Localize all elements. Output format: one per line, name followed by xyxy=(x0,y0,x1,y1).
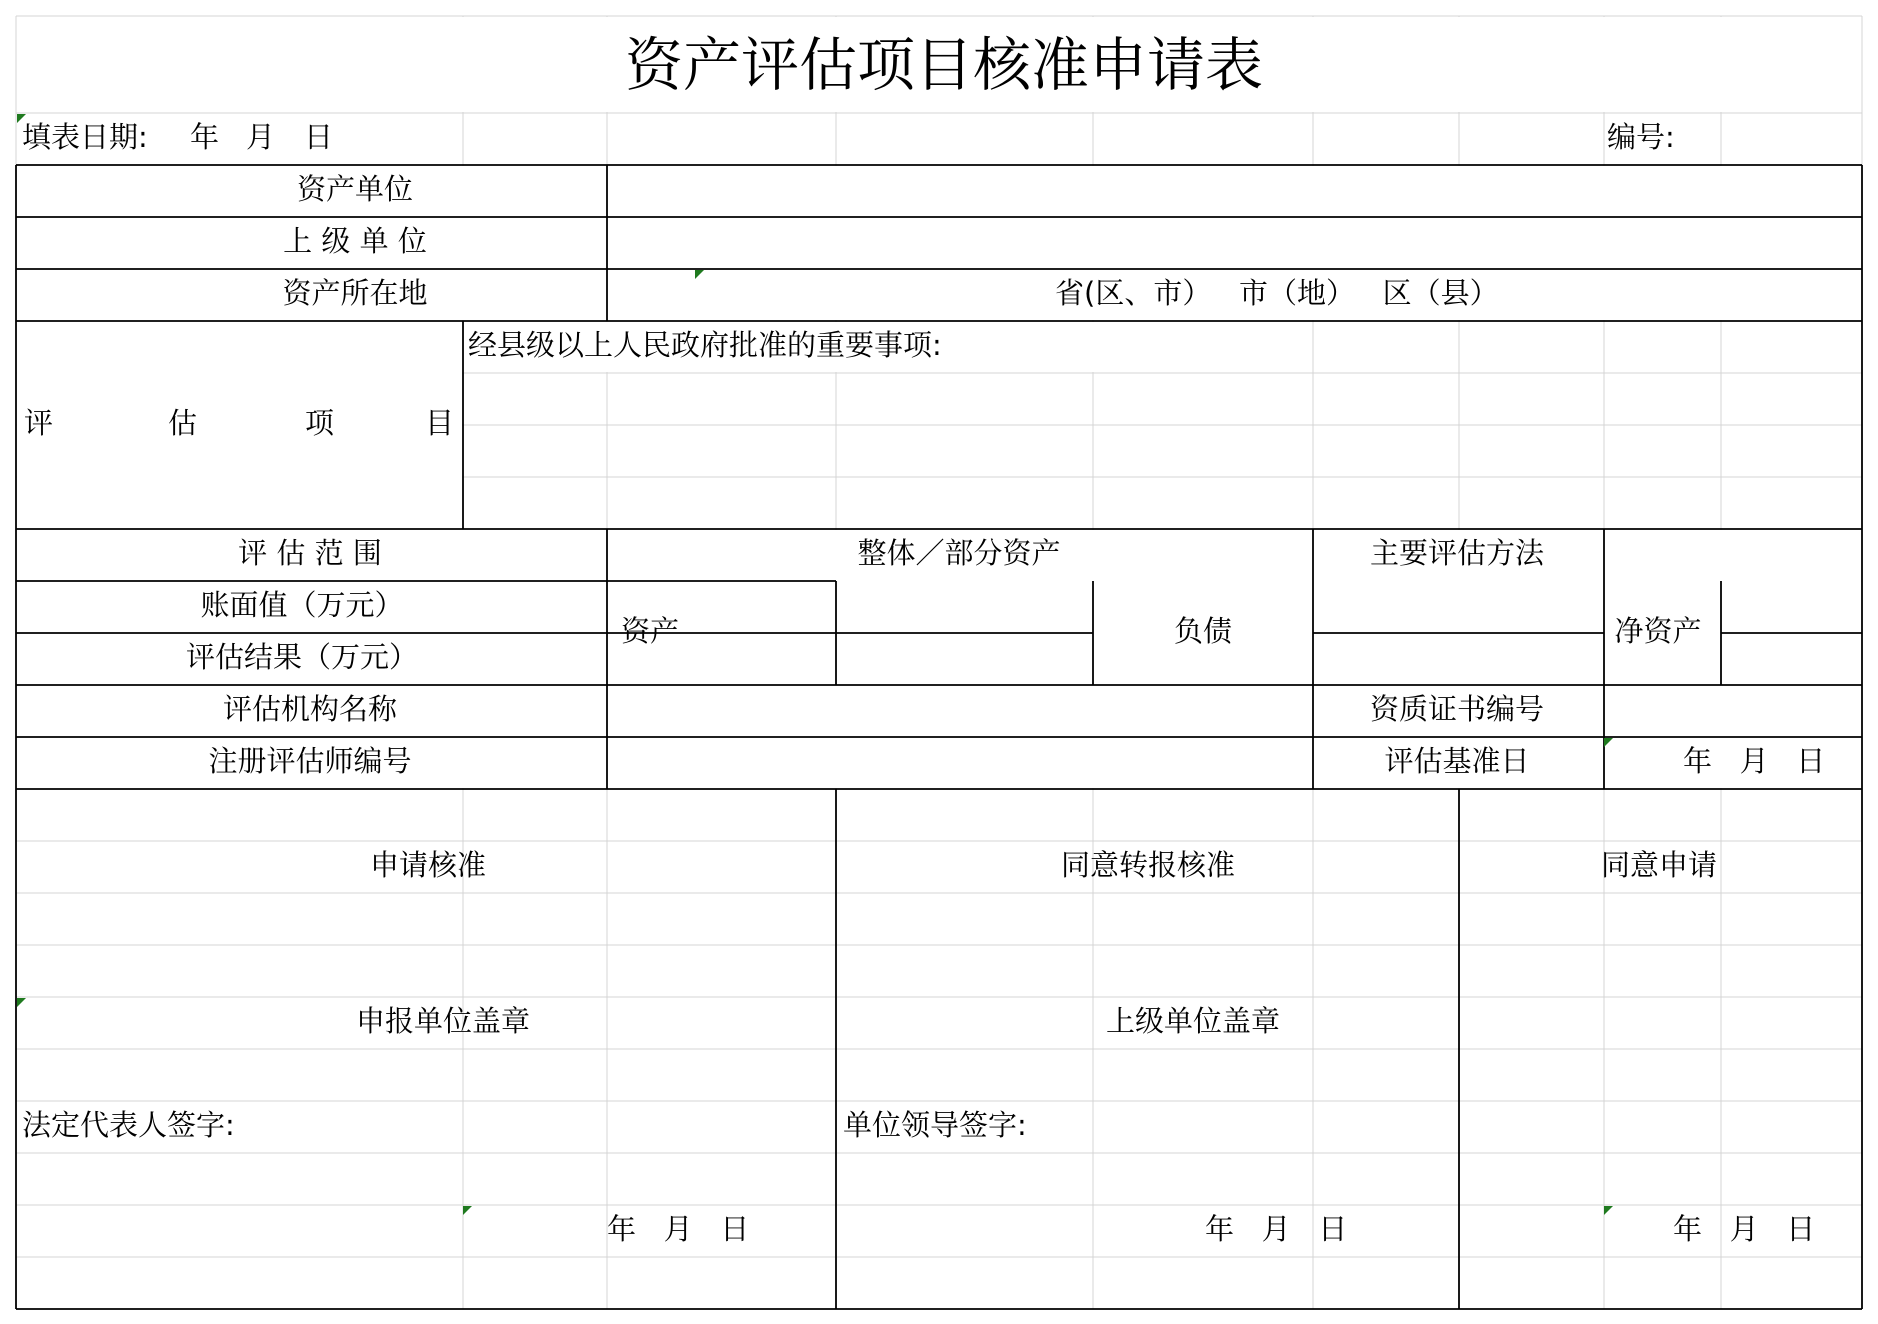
fill-date-month: 月 xyxy=(246,120,276,154)
cell-comment-marker xyxy=(463,1206,472,1215)
cert-number-label: 资质证书编号 xyxy=(1369,692,1545,726)
forward-approval-label: 同意转报核准 xyxy=(1060,848,1236,882)
agree-date: 年 月 日 xyxy=(1673,1212,1816,1246)
cell-comment-marker xyxy=(17,998,26,1007)
assets-label: 资产 xyxy=(620,614,680,648)
merged-cell xyxy=(17,322,462,528)
cell-comment-marker xyxy=(1604,1206,1613,1215)
base-date-value: 年 月 日 xyxy=(1683,744,1826,778)
eval-result-label: 评估结果（万元） xyxy=(185,640,419,674)
liabilities-label: 负债 xyxy=(1173,614,1233,648)
eval-project-char-3: 项 xyxy=(305,406,335,440)
agency-name-label: 评估机构名称 xyxy=(222,692,398,726)
base-date-label: 评估基准日 xyxy=(1384,744,1530,778)
form-title: 资产评估项目核准申请表 xyxy=(624,31,1264,99)
fill-date-label: 填表日期: xyxy=(22,120,148,154)
asset-location-label: 资产所在地 xyxy=(282,276,428,310)
leader-sign-label: 单位领导签字: xyxy=(843,1108,1027,1142)
eval-project-char-4: 目 xyxy=(425,406,455,440)
eval-scope-value: 整体／部分资产 xyxy=(857,536,1061,570)
agree-apply-label: 同意申请 xyxy=(1600,848,1718,882)
fill-date-year: 年 xyxy=(190,120,220,154)
net-assets-label: 净资产 xyxy=(1614,614,1702,648)
asset-unit-label: 资产单位 xyxy=(296,172,414,206)
book-value-label: 账面值（万元） xyxy=(200,588,404,622)
applicant-seal-label: 申报单位盖章 xyxy=(355,1004,531,1038)
superior-seal-label: 上级单位盖章 xyxy=(1105,1004,1281,1038)
eval-project-char-1: 评 xyxy=(24,406,54,440)
cell-comment-marker xyxy=(17,114,26,123)
main-method-label: 主要评估方法 xyxy=(1369,536,1545,570)
apply-date: 年 月 日 xyxy=(607,1212,750,1246)
cell-comment-marker xyxy=(695,270,704,279)
eval-scope-label: 评 估 范 围 xyxy=(238,536,382,570)
approved-matters-label: 经县级以上人民政府批准的重要事项: xyxy=(468,328,942,362)
forward-date: 年 月 日 xyxy=(1205,1212,1348,1246)
legal-rep-sign-label: 法定代表人签字: xyxy=(22,1108,235,1142)
cell-comment-marker xyxy=(1604,738,1613,747)
number-label: 编号: xyxy=(1607,120,1675,154)
apply-approval-label: 申请核准 xyxy=(369,848,487,882)
appraiser-number-label: 注册评估师编号 xyxy=(208,744,412,778)
fill-date-day: 日 xyxy=(304,120,334,154)
eval-project-char-2: 估 xyxy=(168,406,198,440)
superior-unit-label: 上 级 单 位 xyxy=(283,224,427,258)
asset-location-value: 省(区、市） 市（地） 区（县） xyxy=(1055,276,1499,310)
